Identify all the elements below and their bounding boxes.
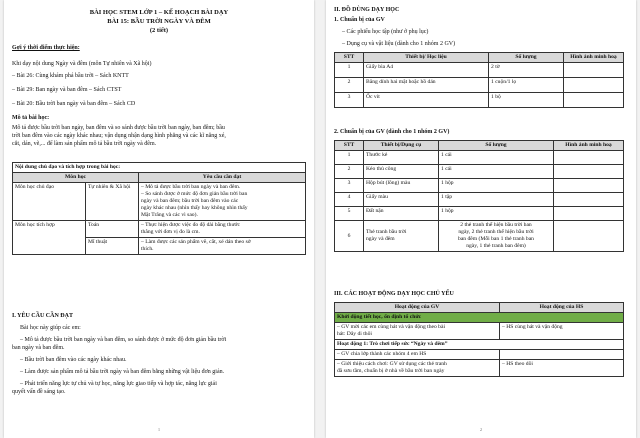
- suggest-item: – Bài 20: Bầu trời ban ngày và ban đêm – Sách CD: [12, 101, 136, 107]
- cell: [554, 165, 624, 179]
- document-page-2: [326, 0, 636, 438]
- col-header: Số lượng: [439, 141, 554, 151]
- requirement-line: ngày khác nhau (nhìn thấy hay không nhìn thấy: [141, 205, 248, 211]
- cell-line: – GV mời các em cùng hát và vận động theo bài: [337, 324, 446, 330]
- cell: Đất nặn: [364, 207, 439, 221]
- equipment-table-2: [334, 140, 624, 252]
- requirement-line: Mặt Trăng và các vì sao).: [141, 212, 198, 218]
- cell: Ốc vít: [364, 93, 489, 108]
- requirement-line: – Mô tả được bầu trời ban ngày và ban đêm.: [141, 184, 241, 190]
- cell-line: ngày, 1 thẻ tranh ban đêm): [466, 243, 526, 249]
- cell: 6: [335, 221, 364, 252]
- col-header: Thiết bị/ Học liệu: [364, 53, 489, 63]
- cell-line: – Giới thiệu cách chơi: GV sử dụng các thẻ tranh: [337, 361, 447, 367]
- table-row: [335, 165, 624, 179]
- col-header: Hình ảnh minh hoạ: [554, 141, 624, 151]
- cell: 1 hộp: [439, 207, 554, 221]
- cell: [335, 323, 500, 340]
- suggest-intro: Khi dạy nội dung Ngày và đêm (môn Tự nhiên và Xã hội): [12, 61, 152, 67]
- table-row: [335, 151, 624, 165]
- cell: 3: [335, 179, 364, 193]
- col-header: Thiết bị/Dụng cụ: [364, 141, 439, 151]
- cell: [500, 350, 624, 360]
- requirement-line: ngày và ban đêm; bầu trời ban đêm vào các: [141, 198, 239, 204]
- description-heading: Mô tả bài học:: [12, 115, 50, 121]
- subject-name: Toán: [86, 221, 139, 238]
- table-row: [335, 179, 624, 193]
- content-table: [12, 162, 306, 255]
- lesson-duration: (2 tiết): [149, 27, 169, 34]
- cell-line: 2 thẻ tranh thể hiện bầu trời ban: [460, 222, 532, 228]
- section-1-item: – Bầu trời ban đêm vào các ngày khác nhau.: [20, 357, 127, 363]
- cell: – HS theo dõi: [500, 360, 624, 377]
- cell: Giấy bìa A4: [364, 63, 489, 78]
- subject-name: Mĩ thuật: [86, 238, 139, 255]
- section-1-item: – Mô tả được bầu trời ban ngày và ban đêm, so sánh được ở mức độ đơn giản bầu trời: [20, 337, 227, 343]
- cell: Hộp bút (lõng) màu: [364, 179, 439, 193]
- cell: [564, 63, 624, 78]
- equipment-table-1: [334, 52, 624, 108]
- section-2-title: II. ĐỒ DÙNG DẠY HỌC: [334, 7, 400, 13]
- col-header: Hoạt động của HS: [500, 303, 624, 313]
- cell: 1 cái: [439, 165, 554, 179]
- suggest-item: – Bài 29: Ban ngày và ban đêm – Sách CTST: [12, 87, 122, 93]
- activities-table: [334, 302, 624, 377]
- cell: Kéo thủ công: [364, 165, 439, 179]
- table-row: [335, 193, 624, 207]
- suggest-item: – Bài 26: Cùng khám phá bầu trời – Sách KNTT: [12, 73, 129, 79]
- col-header: Số lượng: [489, 53, 564, 63]
- table-row: [335, 360, 624, 377]
- cell: – HS cùng hát và vận động: [500, 323, 624, 340]
- cell-line: ban đêm (Mỗi ban 1 thẻ tranh ban: [458, 236, 534, 242]
- cell: Thước kẻ: [364, 151, 439, 165]
- table-header-row: [335, 141, 624, 151]
- cell: 1 cuộn/1 lọ: [489, 78, 564, 93]
- cell: 1 cái: [439, 151, 554, 165]
- cell: [439, 221, 554, 252]
- section-1-item: quyết vấn đề sáng tạo.: [12, 389, 66, 395]
- table-row: [335, 313, 624, 323]
- section-1-item: – Làm được sản phẩm mô tả bầu trời ngày và ban đêm bằng những vật liệu đơn giản.: [20, 369, 225, 375]
- table-header-row: [335, 53, 624, 63]
- table-row: [335, 340, 624, 350]
- requirement-line: thẳng với đơn vị đo là cm.: [141, 229, 200, 235]
- table-row: [335, 221, 624, 252]
- col-header: STT: [335, 141, 364, 151]
- cell: 1 bộ: [489, 93, 564, 108]
- subject-group: Môn học chủ đạo: [13, 183, 86, 221]
- cell: 2: [335, 165, 364, 179]
- table-header-row: [335, 303, 624, 313]
- table-row: [335, 78, 624, 93]
- subject-group: Môn học tích hợp: [13, 221, 86, 255]
- cell: 4: [335, 193, 364, 207]
- section-1-item: ban ngày và ban đêm.: [12, 345, 65, 351]
- col-header: Hình ảnh minh hoạ: [564, 53, 624, 63]
- cell: – GV chia lớp thành các nhóm 4 em HS: [335, 350, 500, 360]
- cell-line: ngày và đêm: [366, 236, 395, 242]
- document-page-1: [4, 0, 314, 438]
- description-line: cắt, dán, vẽ,... để làm sản phẩm mô tả bầu trời ngày và đêm.: [12, 141, 157, 147]
- cell: 2: [335, 78, 364, 93]
- cell-line: hát: Dây di thôi: [337, 331, 372, 337]
- section-1-item: – Phát triển năng lực tự chủ và tự học, năng lực giao tiếp và hợp tác, năng lực giải: [20, 381, 217, 387]
- cell: [335, 360, 500, 377]
- table-row: [335, 207, 624, 221]
- table-row: [335, 350, 624, 360]
- table-row: [13, 183, 306, 221]
- requirement-cell: [139, 183, 306, 221]
- cell: [554, 221, 624, 252]
- section-1-intro: Bài học này giúp các em:: [20, 325, 81, 331]
- cell: 1: [335, 63, 364, 78]
- page-number: 2: [479, 427, 483, 432]
- cell-line: đã sưu tầm, chuẩn bị ở nhà về bầu trời ban ngày: [337, 368, 445, 374]
- col-header: Hoạt động của GV: [335, 303, 500, 313]
- requirement-cell: [139, 238, 306, 255]
- start-activity-row: Khởi động tiết học, ổn định tổ chức: [335, 313, 624, 323]
- table-row: [13, 221, 306, 238]
- table-row: [335, 63, 624, 78]
- cell: 1 hộp: [439, 179, 554, 193]
- cell: [554, 207, 624, 221]
- section-3-title: III. CÁC HOẠT ĐỘNG DẠY HỌC CHỦ YẾU: [334, 291, 454, 297]
- table-row: [335, 93, 624, 108]
- cell: 1: [335, 151, 364, 165]
- requirement-line: – Thực hiện được việc đo độ dài bằng thước: [141, 222, 240, 228]
- cell: 2 tờ: [489, 63, 564, 78]
- subsection-1-title: 1. Chuẩn bị của GV: [334, 17, 385, 23]
- description-line: trời ban đêm vào các ngày khác nhau; vận dụng nhận dạng hình phẳng và các kĩ năng xé,: [12, 133, 226, 139]
- content-table-col-subject: Môn học: [13, 173, 139, 183]
- description-line: Mô tả được bầu trời ban ngày, ban đêm và so sánh được bầu trời ban ngày, ban đêm; bầu: [12, 125, 225, 131]
- requirement-cell: [139, 221, 306, 238]
- lesson-subtitle: BÀI 15: BẦU TRỜI NGÀY VÀ ĐÊM: [107, 18, 211, 25]
- requirement-line: – Làm được các sản phẩm vẽ, cắt, xé dán theo sở: [141, 239, 251, 245]
- requirement-line: thích.: [141, 246, 154, 252]
- cell: [554, 151, 624, 165]
- subject-name: Tự nhiên & Xã hội: [86, 183, 139, 221]
- cell: [564, 93, 624, 108]
- cell-line: Thẻ tranh bầu trời: [366, 229, 407, 235]
- cell: 1 tập: [439, 193, 554, 207]
- table-row: [335, 323, 624, 340]
- activity-1-row: Hoạt động 1: Trò chơi tiếp sức “Ngày và đêm”: [335, 340, 624, 350]
- suggest-heading: Gợi ý thời điểm thực hiện:: [12, 45, 80, 51]
- requirement-line: – So sánh được ở mức độ đơn giản bầu trời ban: [141, 191, 248, 197]
- content-table-heading: Nội dung chủ đạo và tích hợp trong bài học:: [13, 163, 306, 173]
- cell: [554, 179, 624, 193]
- cell-line: ngày, 2 thẻ tranh thể hiện bầu trời: [458, 229, 534, 235]
- cell: Băng dính hai mặt hoặc hồ dán: [364, 78, 489, 93]
- cell: [564, 78, 624, 93]
- cell: [364, 221, 439, 252]
- lesson-title: BÀI HỌC STEM LỚP 1 – KẾ HOẠCH BÀI DẠY: [89, 9, 229, 16]
- section-1-title: I. YÊU CẦU CẦN ĐẠT: [12, 313, 73, 319]
- cell: [554, 193, 624, 207]
- content-table-col-requirement: Yêu cầu cần đạt: [139, 173, 306, 183]
- col-header: STT: [335, 53, 364, 63]
- subsection-1-item: – Các phiếu học tập (như ở phụ lục): [342, 29, 429, 35]
- cell: Giấy màu: [364, 193, 439, 207]
- subsection-2-title: 2. Chuẩn bị của GV (dành cho 1 nhóm 2 GV): [334, 129, 450, 135]
- cell: 3: [335, 93, 364, 108]
- cell: 5: [335, 207, 364, 221]
- page-number: 1: [157, 427, 161, 432]
- subsection-1-item: – Dụng cụ và vật liệu (dành cho 1 nhóm 2 GV): [342, 41, 456, 47]
